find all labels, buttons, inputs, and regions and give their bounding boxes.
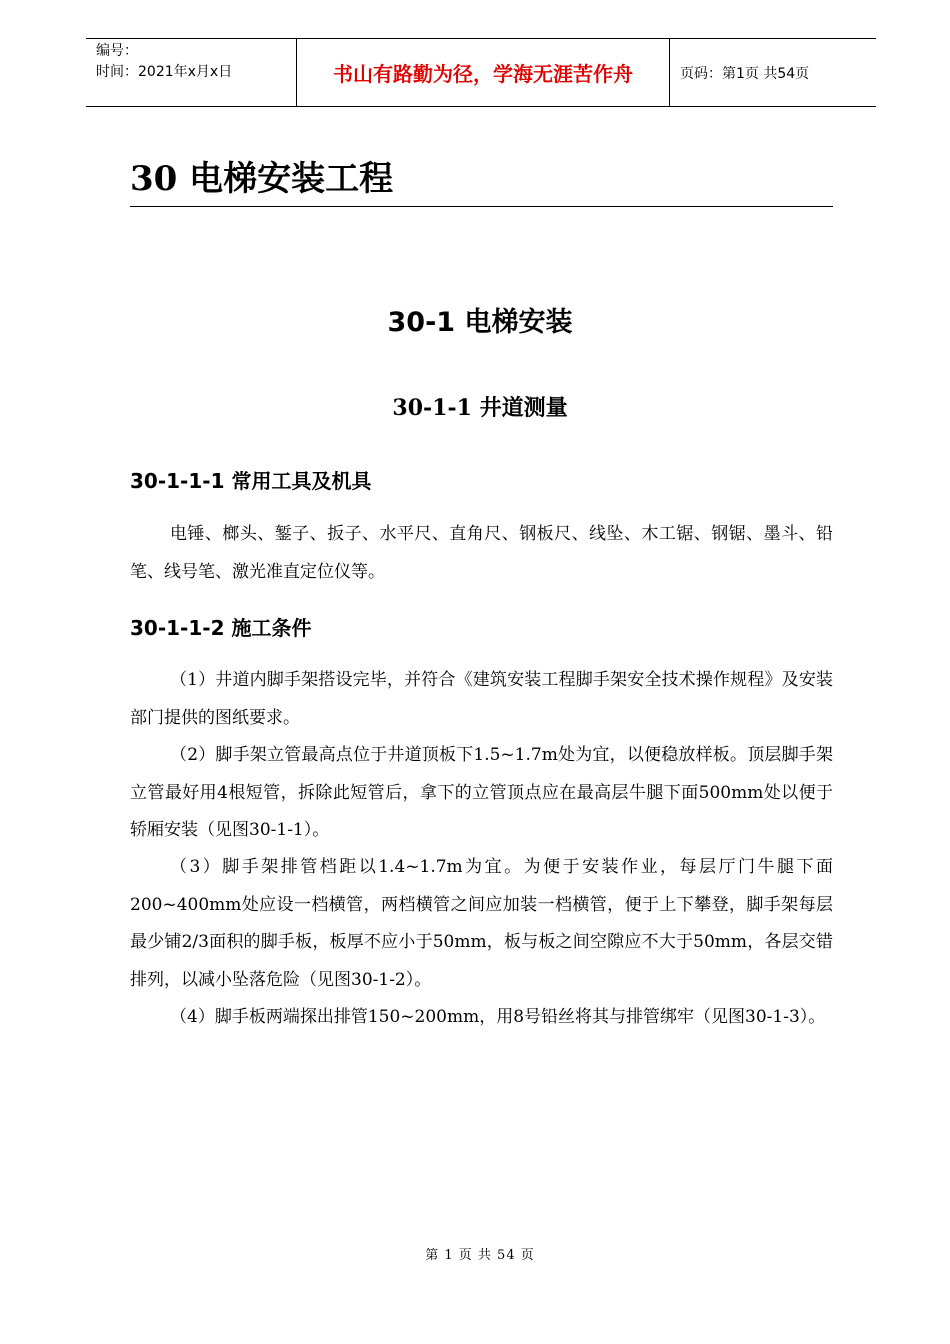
- page-footer: 第 1 页 共 54 页: [425, 1248, 535, 1263]
- condition-paragraph-4: （4）脚手板两端探出排管150~200mm，用8号铅丝将其与排管绑牢（见图30-1-3）。: [170, 1007, 826, 1027]
- section-title: 30-1 电梯安装: [387, 307, 573, 338]
- heading-conditions: 30-1-1-2 施工条件: [130, 616, 312, 640]
- header-motto: [296, 39, 670, 106]
- motto-text: 书山有路勤为径，学海无涯苦作舟: [333, 62, 633, 86]
- subsection-title: 30-1-1 井道测量: [392, 395, 568, 421]
- header-page-info: [670, 39, 876, 106]
- condition-paragraph-3: （3）脚手架排管档距以1.4~1.7m为宜。为便于安装作业，每层厅门牛腿下面200~400mm处应设一档横管，两档横管之间应加装一档横管，便于上下攀登，脚手架每层最少铺2/3面积的脚手板，板厚不应小于50mm，板与板之间空隙应不大于50mm，各层交错排列，以减小坠落危险（见图30-1-2）。: [130, 857, 833, 990]
- document-time-label: 时间：2021年x月x日: [96, 64, 233, 80]
- header-meta: [86, 39, 296, 106]
- document-header: [86, 38, 876, 107]
- heading-tools: 30-1-1-1 常用工具及机具: [130, 469, 372, 493]
- chapter-title: 30 电梯安装工程: [130, 156, 833, 207]
- tools-paragraph: 电锤、榔头、錾子、扳子、水平尺、直角尺、钢板尺、线坠、木工锯、钢锯、墨斗、铅笔、线号笔、激光准直定位仪等。: [130, 524, 833, 582]
- condition-paragraph-2: （2）脚手架立管最高点位于井道顶板下1.5~1.7m处为宜，以便稳放样板。顶层脚手架立管最好用4根短管，拆除此短管后，拿下的立管顶点应在最高层牛腿下面500mm处以便于轿厢安装（见图30-1-1）。: [130, 745, 833, 840]
- condition-paragraph-1: （1）井道内脚手架搭设完毕，并符合《建筑安装工程脚手架安全技术操作规程》及安装部门提供的图纸要求。: [130, 670, 833, 728]
- page-info-text: 页码：第1页 共54页: [680, 65, 810, 82]
- document-number-label: 编号：: [96, 43, 138, 59]
